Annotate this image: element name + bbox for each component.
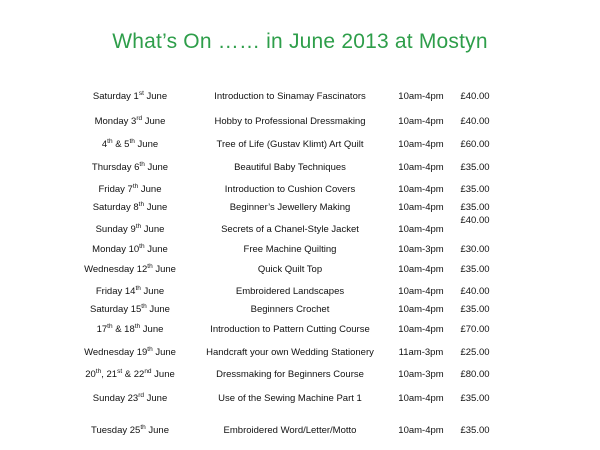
event-price: £40.00 <box>460 286 490 297</box>
event-row <box>0 160 600 176</box>
event-price: £35.00 <box>460 184 490 195</box>
event-date: 20th, 21st & 22nd June <box>85 368 175 380</box>
event-time: 10am-4pm <box>398 286 444 297</box>
event-row <box>0 284 600 300</box>
event-price: £70.00 <box>460 324 490 335</box>
event-name: Introduction to Sinamay Fascinators <box>214 91 366 102</box>
event-time: 10am-4pm <box>398 116 444 127</box>
event-time: 10am-4pm <box>398 425 444 436</box>
event-date: Thursday 6th June <box>91 161 169 173</box>
event-name: Hobby to Professional Dressmaking <box>214 116 366 127</box>
event-date: Saturday 1st June <box>92 90 168 102</box>
event-price: £40.00 <box>460 116 490 127</box>
event-row <box>0 182 600 198</box>
event-date: Saturday 8th June <box>92 201 168 213</box>
event-row <box>0 322 600 338</box>
event-time: 10am-4pm <box>398 324 444 335</box>
event-date: Wednesday 19th June <box>84 346 176 358</box>
event-time: 10am-4pm <box>398 184 444 195</box>
event-time: 10am-4pm <box>398 224 444 235</box>
event-name: Beginners Crochet <box>250 304 330 315</box>
event-price: £25.00 <box>460 347 490 358</box>
event-row <box>0 114 600 130</box>
event-row <box>0 137 600 153</box>
event-time: 10am-4pm <box>398 393 444 404</box>
event-price: £35.00 <box>460 393 490 404</box>
event-time: 10am-3pm <box>398 369 444 380</box>
event-time: 10am-3pm <box>398 244 444 255</box>
event-price: £35.00 <box>460 425 490 436</box>
event-row <box>0 423 600 439</box>
event-name: Quick Quilt Top <box>257 264 323 275</box>
event-price: £35.00 <box>460 304 490 315</box>
event-name: Dressmaking for Beginners Course <box>216 369 364 380</box>
event-name: Beautiful Baby Techniques <box>234 162 346 173</box>
event-row <box>0 262 600 278</box>
event-time: 10am-4pm <box>398 139 444 150</box>
event-name: Tree of Life (Gustav Klimt) Art Quilt <box>216 139 364 150</box>
event-date: Tuesday 25th June <box>91 424 169 436</box>
event-time: 10am-4pm <box>398 264 444 275</box>
event-row <box>0 345 600 361</box>
page-title: What’s On …… in June 2013 at Mostyn <box>112 30 488 53</box>
event-name: Introduction to Pattern Cutting Course <box>210 324 370 335</box>
event-date: 17th & 18th June <box>96 323 164 335</box>
event-name: Beginner’s Jewellery Making <box>229 202 351 213</box>
event-name: Handcraft your own Wedding Stationery <box>206 347 374 358</box>
event-row <box>0 89 600 105</box>
event-name: Use of the Sewing Machine Part 1 <box>218 393 362 404</box>
event-date: 4th & 5th June <box>101 138 159 150</box>
event-date: Monday 3rd June <box>94 115 166 127</box>
event-date: Friday 14th June <box>95 285 165 297</box>
event-price: £80.00 <box>460 369 490 380</box>
event-price: £60.00 <box>460 139 490 150</box>
event-row <box>0 302 600 318</box>
event-row <box>0 367 600 383</box>
event-name: Free Machine Quilting <box>243 244 337 255</box>
event-name: Embroidered Landscapes <box>235 286 345 297</box>
event-date: Sunday 9th June <box>95 223 165 235</box>
event-time: 10am-4pm <box>398 202 444 213</box>
event-date: Monday 10th June <box>92 243 168 255</box>
event-row <box>0 242 600 258</box>
event-name: Secrets of a Chanel-Style Jacket <box>221 224 359 235</box>
event-time: 10am-4pm <box>398 162 444 173</box>
event-row <box>0 391 600 407</box>
event-date: Sunday 23rd June <box>92 392 168 404</box>
event-name: Embroidered Word/Letter/Motto <box>223 425 357 436</box>
event-price: £35.00 <box>460 162 490 173</box>
event-row <box>0 200 600 216</box>
event-price: £35.00 <box>460 264 490 275</box>
event-price: £30.00 <box>460 244 490 255</box>
event-name: Introduction to Cushion Covers <box>224 184 356 195</box>
event-date: Wednesday 12th June <box>84 263 176 275</box>
event-price: £40.00 <box>460 91 490 102</box>
event-price: £35.00 <box>460 202 490 213</box>
event-time: 11am-3pm <box>398 347 444 358</box>
event-date: Saturday 15th June <box>90 303 170 315</box>
event-date: Friday 7th June <box>98 183 162 195</box>
event-row <box>0 215 600 238</box>
event-price: £40.00 <box>460 215 490 226</box>
event-time: 10am-4pm <box>398 304 444 315</box>
event-time: 10am-4pm <box>398 91 444 102</box>
